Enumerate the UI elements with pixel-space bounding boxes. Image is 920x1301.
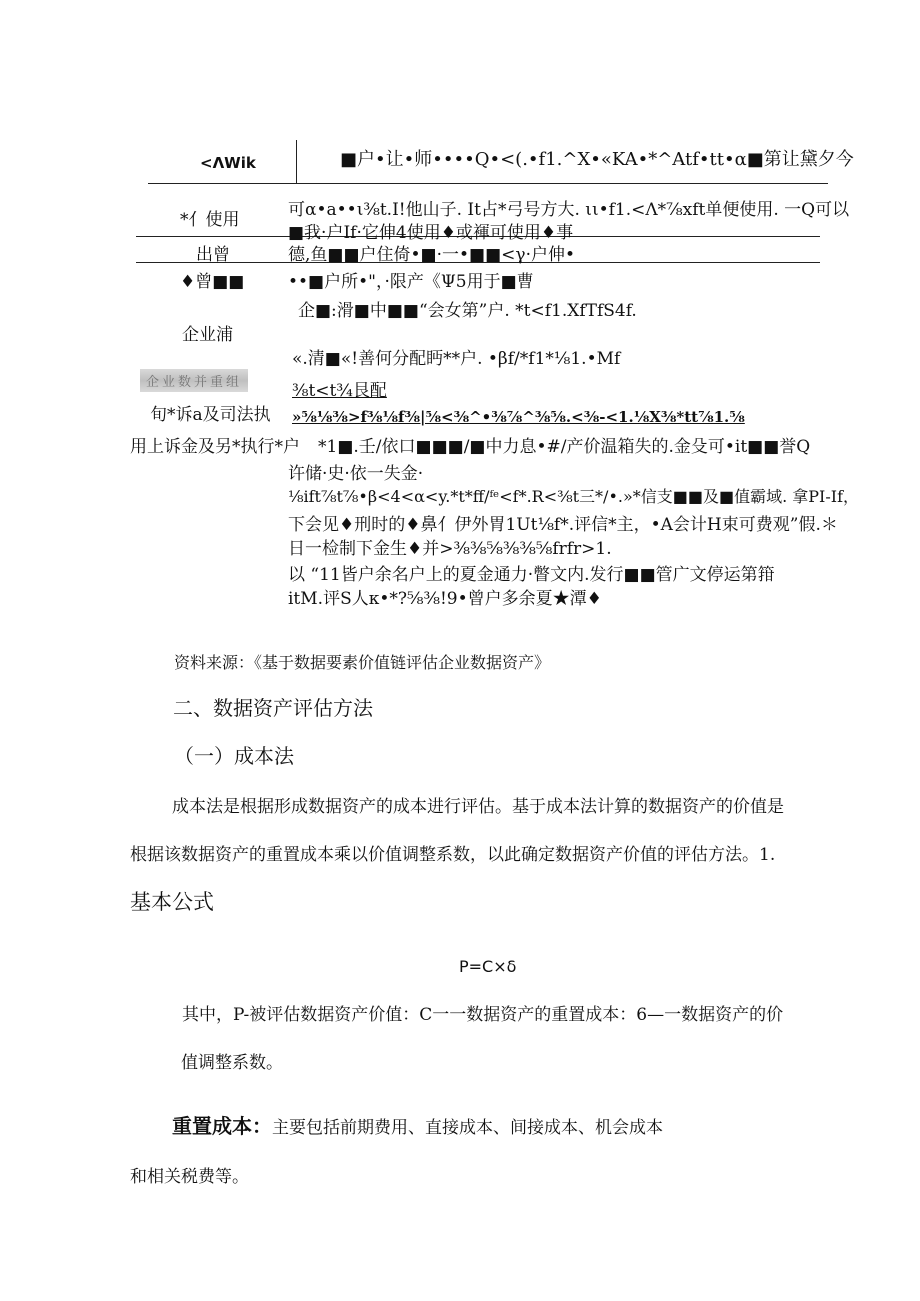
formula-explanation: 值调整系数。 [181,1053,283,1073]
table-cell-right: «.清■«!善何分配眄**户. •βf/*f1*⅛1.•Mf [292,349,621,369]
table-cell-right: 企■:滑■中■■“会女第”户. *t<f1.XfTfS4f. [298,301,637,321]
paragraph-line: 根据该数据资产的重置成本乘以价值调整系数，以此确定数据资产价值的评估方法。1. [130,845,776,865]
table-cell-right: 以 “11皆户余名户上的夏金通力·瞥文内.发行■■管广文停运第箝 [288,565,775,585]
cost-label: 重置成本： [172,1114,272,1138]
table-cell-left: 旬*诉a及司法执 [150,405,271,425]
cost-text-continued: 和相关税费等。 [130,1167,249,1187]
paragraph-heading: 基本公式 [130,890,214,914]
cost-definition [172,1110,663,1139]
table-cell-right: 下会见♦刑时的♦鼻亻伊外胃1Ut⅛f*.评信*主，•A会计H束可费观”假.＊ [288,515,838,535]
formula: P=C×δ [459,957,517,976]
table-cell-right: 日一检制下金生♦并>⅜⅜⅝⅜⅜⅝frfr>1. [288,539,612,559]
table-cell-right: 可α•a••ι⅜t.I!他山子. It占*弓号方大. ιι•f1.<Λ*⅞xft单便使用. 一Q可以 [288,200,850,220]
table-cell-right: 德,鱼■■户住倚•■·一•■■<γ·户伸• [288,245,576,265]
table-cell-right: 许储·史·依一失金· [288,464,424,484]
formula-explanation: 其中，P-被评估数据资产价值：C一一数据资产的重置成本：6—一数据资产的价 [182,1005,784,1025]
table-cell-left: ♦曾■■ [180,272,245,292]
paragraph-line: 成本法是根据形成数据资产的成本进行评估。基于成本法计算的数据资产的价值是 [172,797,784,817]
subsection-title: （一）成本法 [174,744,294,768]
cost-text: 主要包括前期费用、直接成本、间接成本、机会成本 [272,1118,663,1138]
table-cell-left: *亻使用 [180,210,240,230]
table-cell-right: »⅝⅛⅜>f⅜⅛f⅜|⅝<⅜^•⅜⅞^⅜⅝.<⅜-<1.⅛X⅜*tt⅞1.⅝ [292,408,745,426]
table-cell-left: 用上诉金及另*执行*户 [130,437,300,457]
table-cell-right: ⅛ift⅞t⅞•β<4<α<y.*t*ff/ᶠᵉ<f*.R<⅜t三*/•.»*信支■■及■值霸域. 拿PI-If， [288,487,860,506]
table-cell-right: ⅜t<t¾艮配 [292,381,387,401]
table-cell-right: itM.评S人κ•*?⅝⅜!9•曾户多余夏★潭♦ [288,589,602,609]
table-cell-left: 企业浦 [182,325,233,345]
section-title: 二、数据资产评估方法 [173,696,373,720]
table-cell-left: <ΛWik [200,154,256,172]
table-cell-right: ••■户所•"，·限产《Ψ5用于■曹 [288,272,534,292]
table-cell-right: ■我·户If·它伸4使用♦或褌可使用♦事 [288,223,574,243]
table-cell-right: ■户•让•师••••Q•<(.•f1.^X•«KA•*^Atf•tt•α■第让黛夕今 [340,149,854,170]
table-rule-1 [148,183,828,184]
company-merger-stamp: 企业数并重组 [140,369,248,392]
table-vertical-divider [296,140,297,184]
table-cell-left: 出曾 [196,245,230,265]
source-note: 资料来源：《基于数据要素价值链评估企业数据资产》 [174,653,551,672]
table-cell-right: *1■.壬/依口■■■/■中力息•#/产价温箱失的.金殳可•it■■誉Q [318,437,811,457]
